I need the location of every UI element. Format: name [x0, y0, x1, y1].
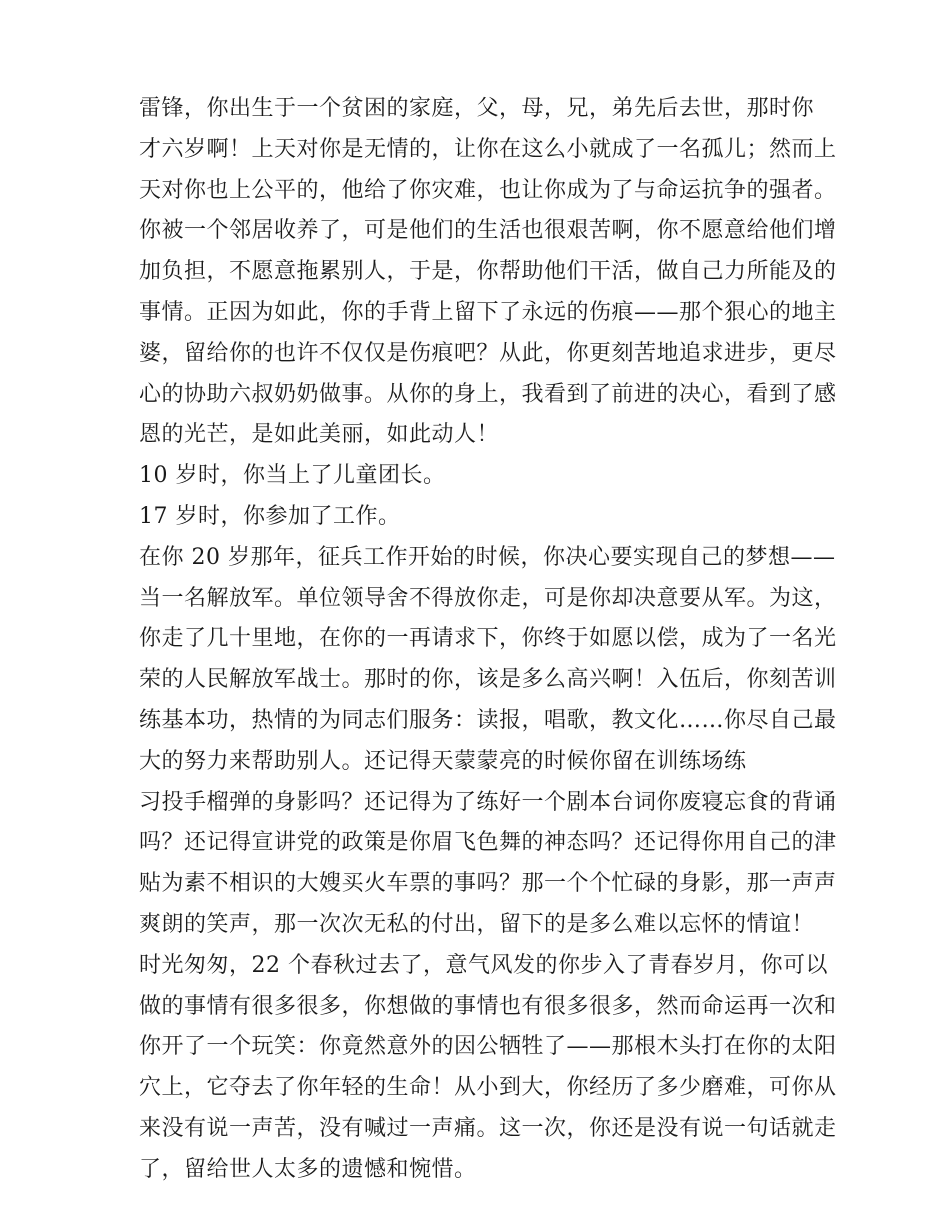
text-line: 天对你也上公平的，他给了你灾难，也让你成为了与命运抗争的强者。	[139, 177, 837, 203]
text-line: 荣的人民解放军战士。那时的你，该是多么高兴啊！入伍后，你刻苦训	[139, 667, 837, 693]
text-line: 你开了一个玩笑：你竟然意外的因公牺牲了——那根木头打在你的太阳	[139, 1034, 837, 1060]
text-line: 事情。正因为如此，你的手背上留下了永远的伤痕——那个狠心的地主	[139, 299, 837, 325]
text-line: 了，留给世人太多的遗憾和惋惜。	[139, 1156, 477, 1182]
text-line: 吗？还记得宣讲党的政策是你眉飞色舞的神态吗？还记得你用自己的津	[139, 830, 837, 856]
text-line: 10 岁时，你当上了儿童团长。	[139, 463, 446, 489]
text-line: 爽朗的笑声，那一次次无私的付出，留下的是多么难以忘怀的情谊！	[139, 911, 815, 937]
text-line: 心的协助六叔奶奶做事。从你的身上，我看到了前进的决心，看到了感	[139, 381, 837, 407]
text-line: 才六岁啊！上天对你是无情的，让你在这么小就成了一名孤儿；然而上	[139, 136, 837, 162]
text-line: 时光匆匆，22 个春秋过去了，意气风发的你步入了青春岁月，你可以	[139, 952, 828, 978]
text-line: 穴上，它夺去了你年轻的生命！从小到大，你经历了多少磨难，可你从	[139, 1075, 837, 1101]
text-line: 贴为素不相识的大嫂买火车票的事吗？那一个个忙碌的身影，那一声声	[139, 871, 837, 897]
text-line: 你被一个邻居收养了，可是他们的生活也很艰苦啊，你不愿意给他们增	[139, 218, 837, 244]
text-line: 加负担，不愿意拖累别人，于是，你帮助他们干活，做自己力所能及的	[139, 259, 837, 285]
text-line: 习投手榴弹的身影吗？还记得为了练好一个剧本台词你废寝忘食的背诵	[139, 789, 837, 815]
text-line: 你走了几十里地，在你的一再请求下，你终于如愿以偿，成为了一名光	[139, 626, 837, 652]
text-line: 来没有说一声苦，没有喊过一声痛。这一次，你还是没有说一句话就走	[139, 1115, 837, 1141]
text-line: 恩的光芒，是如此美丽，如此动人！	[139, 422, 500, 448]
text-line: 大的努力来帮助别人。还记得天蒙蒙亮的时候你留在训练场练	[139, 748, 747, 774]
text-line: 雷锋，你出生于一个贫困的家庭，父，母，兄，弟先后去世，那时你	[139, 96, 815, 121]
text-line: 17 岁时，你参加了工作。	[139, 503, 401, 529]
text-line: 练基本功，热情的为同志们服务：读报，唱歌，教文化……你尽自己最	[139, 707, 837, 733]
text-line: 婆，留给你的也许不仅仅是伤痕吧？从此，你更刻苦地追求进步，更尽	[139, 340, 837, 366]
text-line: 做的事情有很多很多，你想做的事情也有很多很多，然而命运再一次和	[139, 993, 837, 1019]
text-line: 当一名解放军。单位领导舍不得放你走，可是你却决意要从军。为这，	[139, 585, 837, 611]
text-line: 在你 20 岁那年，征兵工作开始的时候，你决心要实现自己的梦想——	[139, 544, 836, 570]
document-body	[139, 89, 837, 1191]
